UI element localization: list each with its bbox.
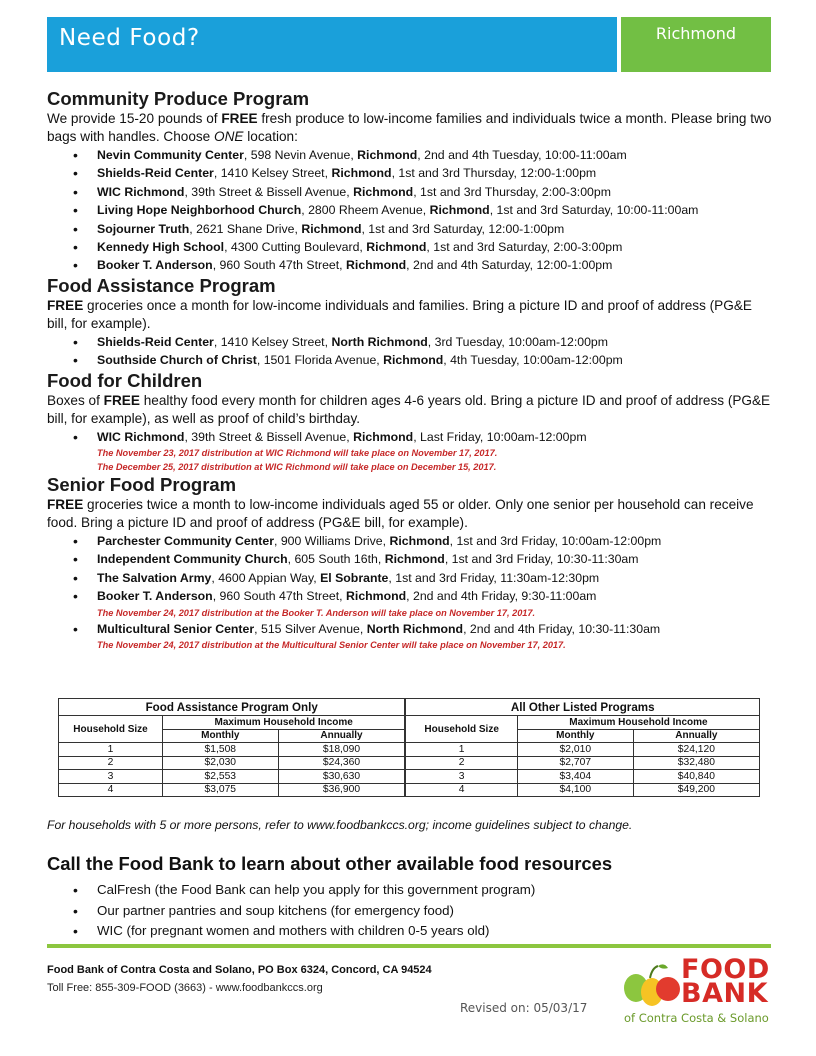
column-header-annually: Annually (278, 729, 405, 743)
page-title: Need Food? (59, 25, 200, 51)
table-cell: $4,100 (517, 783, 633, 797)
list-item: • Southside Church of Christ, 1501 Florida Avenue, Richmond, 4th Tuesday, 10:00am-12:00pm (71, 351, 772, 369)
list-item: • Sojourner Truth, 2621 Shane Drive, Richmond, 1st and 3rd Saturday, 12:00-1:00pm (71, 220, 772, 238)
list-item: • Living Hope Neighborhood Church, 2800 Rheem Avenue, Richmond, 1st and 3rd Saturday, 10:00-11:00am (71, 201, 772, 219)
list-item: • Nevin Community Center, 598 Nevin Avenue, Richmond, 2nd and 4th Tuesday, 10:00-11:00am (71, 146, 772, 164)
table-cell: $1,508 (163, 743, 279, 757)
table-cell: 2 (405, 756, 517, 770)
table-cell: 1 (59, 743, 163, 757)
table-cell: $2,553 (163, 770, 279, 784)
assistance-site-list (71, 333, 772, 370)
table-cell: $2,707 (517, 756, 633, 770)
table-row (59, 756, 760, 770)
logo-wordmark: FOOD BANK (681, 954, 770, 1009)
produce-intro: We provide 15-20 pounds of FREE fresh produce to low-income families and individuals twice a month. Please bring two bags with handles. Choose ONE location: (47, 111, 772, 144)
table-cell: $24,360 (278, 756, 405, 770)
table-cell: $2,030 (163, 756, 279, 770)
organization-address: Food Bank of Contra Costa and Solano, PO Box 6324, Concord, CA 94524 (47, 964, 432, 976)
table-cell: $36,900 (278, 783, 405, 797)
column-header-max-income: Maximum Household Income (517, 716, 759, 730)
children-site-list (71, 428, 772, 474)
children-intro: Boxes of FREE healthy food every month for children ages 4-6 years old. Bring a picture ID and proof of address (PG&E bill, for example), as well as proof of child’s birthday. (47, 392, 771, 426)
fruit-logo-icon (622, 958, 684, 1010)
table-cell: 2 (59, 756, 163, 770)
table-cell: $30,630 (278, 770, 405, 784)
list-item: • Shields-Reid Center, 1410 Kelsey Street, North Richmond, 3rd Tuesday, 10:00am-12:00pm (71, 333, 772, 351)
schedule-change-note: The November 24, 2017 distribution at the Multicultural Senior Center will take place on November 17, 2017. (97, 640, 566, 651)
table-cell: $49,200 (633, 783, 759, 797)
list-item: • Booker T. Anderson, 960 South 47th Street, Richmond, 2nd and 4th Friday, 9:30-11:00am The November 24, 2017 distribution at the Booker T. Anderson will take place on November 17, 2017. (71, 587, 772, 619)
city-label: Richmond (655, 24, 737, 43)
list-item: • CalFresh (the Food Bank can help you apply for this government program) (71, 880, 535, 901)
table-cell: $40,840 (633, 770, 759, 784)
table-cell: 3 (405, 770, 517, 784)
header-city-bar (621, 17, 771, 72)
list-item: • Multicultural Senior Center, 515 Silver Avenue, North Richmond, 2nd and 4th Friday, 10:30-11:30am The November 24, 2017 distribution at the Multicultural Senior Center will take place on November 17, 2017. (71, 620, 772, 652)
contact-info: Toll Free: 855-309-FOOD (3663) - www.foodbankccs.org (47, 982, 323, 994)
list-item: • WIC (for pregnant women and mothers with children 0-5 years old) (71, 921, 535, 942)
produce-site-list (71, 146, 772, 275)
table-header-other-programs: All Other Listed Programs (405, 699, 759, 716)
logo-subtitle: of Contra Costa & Solano (624, 1011, 769, 1025)
list-item: • The Salvation Army, 4600 Appian Way, El Sobrante, 1st and 3rd Friday, 11:30am-12:30pm (71, 569, 772, 587)
table-header-food-assistance: Food Assistance Program Only (59, 699, 406, 716)
main-content (47, 88, 772, 652)
column-header-monthly: Monthly (163, 729, 279, 743)
schedule-change-note: The November 23, 2017 distribution at WIC Richmond will take place on November 17, 2017. (97, 448, 498, 459)
column-header-max-income: Maximum Household Income (163, 716, 406, 730)
table-cell: 3 (59, 770, 163, 784)
column-header-household-size: Household Size (405, 716, 517, 743)
table-cell: 4 (59, 783, 163, 797)
assistance-intro: FREE groceries once a month for low-income individuals and families. Bring a picture ID and proof of address (PG&E bill, for example). (47, 297, 752, 331)
children-title: Food for Children (47, 369, 203, 391)
list-item: • Booker T. Anderson, 960 South 47th Street, Richmond, 2nd and 4th Saturday, 12:00-1:00pm (71, 256, 772, 274)
column-header-annually: Annually (633, 729, 759, 743)
senior-intro: FREE groceries twice a month to low-income individuals aged 55 or older. Only one senior per household can receive food. Bring a picture ID and proof of address (PG&E bill, for example). (47, 497, 754, 531)
list-item: • WIC Richmond, 39th Street & Bissell Avenue, Richmond, Last Friday, 10:00am-12:00pm The November 23, 2017 distribution at WIC Richmond will take place on November 17, 2017. The December 25, 2017 distribution at WIC Richmond will take place on December 15, 2017. (71, 428, 772, 474)
list-item: • Parchester Community Center, 900 Williams Drive, Richmond, 1st and 3rd Friday, 10:00am-12:00pm (71, 532, 772, 550)
table-cell: 4 (405, 783, 517, 797)
list-item: • Our partner pantries and soup kitchens (for emergency food) (71, 901, 535, 922)
revised-date: Revised on: 05/03/17 (460, 1001, 588, 1015)
senior-site-list (71, 532, 772, 652)
list-item: • WIC Richmond, 39th Street & Bissell Avenue, Richmond, 1st and 3rd Thursday, 2:00-3:00pm (71, 183, 772, 201)
senior-title: Senior Food Program (47, 474, 237, 496)
table-cell: $3,075 (163, 783, 279, 797)
table-row (59, 743, 760, 757)
list-item: • Shields-Reid Center, 1410 Kelsey Street, Richmond, 1st and 3rd Thursday, 12:00-1:00pm (71, 164, 772, 182)
table-cell: 1 (405, 743, 517, 757)
produce-title: Community Produce Program (47, 88, 310, 109)
list-item: • Independent Community Church, 605 South 16th, Richmond, 1st and 3rd Friday, 10:30-11:30am (71, 550, 772, 568)
schedule-change-note: The December 25, 2017 distribution at WIC Richmond will take place on December 15, 2017. (97, 462, 497, 473)
table-row (59, 770, 760, 784)
table-cell: $32,480 (633, 756, 759, 770)
table-cell: $24,120 (633, 743, 759, 757)
list-item: • Kennedy High School, 4300 Cutting Boulevard, Richmond, 1st and 3rd Saturday, 2:00-3:00pm (71, 238, 772, 256)
column-header-monthly: Monthly (517, 729, 633, 743)
assistance-title: Food Assistance Program (47, 274, 276, 296)
table-row (59, 783, 760, 797)
column-header-household-size: Household Size (59, 716, 163, 743)
table-cell: $3,404 (517, 770, 633, 784)
income-guidelines-table (58, 698, 760, 797)
table-cell: $18,090 (278, 743, 405, 757)
call-resource-list (71, 880, 535, 942)
schedule-change-note: The November 24, 2017 distribution at the Booker T. Anderson will take place on November 17, 2017. (97, 607, 536, 618)
footer-divider (47, 944, 771, 948)
call-section-title: Call the Food Bank to learn about other available food resources (47, 853, 613, 874)
income-footnote: For households with 5 or more persons, refer to www.foodbankccs.org; income guidelines subject to change. (47, 818, 633, 832)
header-title-bar (47, 17, 617, 72)
table-cell: $2,010 (517, 743, 633, 757)
